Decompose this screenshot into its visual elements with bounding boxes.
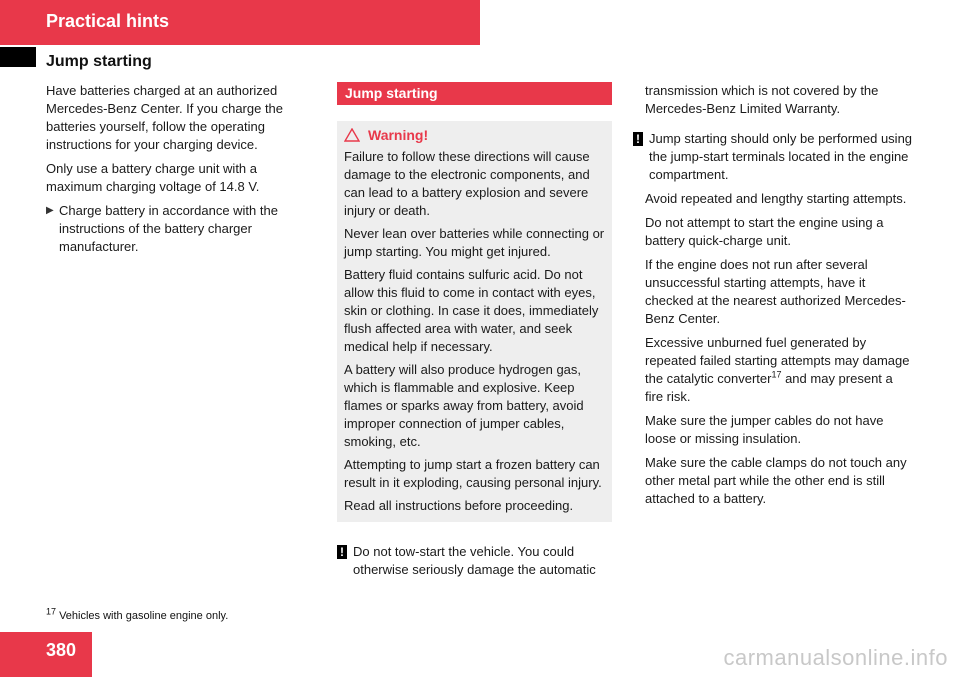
header-title: Practical hints [46, 11, 170, 31]
footnote-mark: 17 [46, 606, 57, 617]
warning-box [337, 121, 612, 522]
page-number: 380 [46, 640, 77, 660]
note-text: Jump starting should only be performed using the jump-start terminals located in the engine compartment. [649, 131, 913, 182]
paragraph-text: and may present a fire risk. [645, 371, 893, 404]
paragraph: Have batteries charged at an authorized Mercedes-Benz Center. If you charge the batteries yourself, follow the operating instructions for your charging device. [46, 83, 284, 152]
jump-starting-box-title: Jump starting [337, 82, 612, 105]
paragraph: Avoid repeated and lengthy starting attempts. [645, 191, 907, 206]
instruction-text: Charge battery in accordance with the instructions of the battery charger manufacturer. [59, 203, 278, 254]
paragraph: If the engine does not run after several unsuccessful starting attempts, have it checked at the nearest authorized Mercedes-Benz Center. [645, 257, 906, 326]
triangle-right-icon: ▶ [46, 205, 54, 216]
exclamation-icon: ! [337, 545, 347, 559]
warning-paragraph: A battery will also produce hydrogen gas, which is flammable and explosive. Keep flames or sparks away from battery, avoid improper connection of jumper cables, smoking, etc. [344, 362, 584, 449]
paragraph: Do not attempt to start the engine using a battery quick-charge unit. [645, 215, 884, 248]
warning-paragraph: Failure to follow these directions will cause damage to the electronic components, and can lead to a battery explosion and severe injury or death. [344, 149, 590, 218]
warning-paragraph: Battery fluid contains sulfuric acid. Do not allow this fluid to come in contact with eyes, skin or clothing. In case it does, immediately flush affected area with water, and seek medical help if necessary. [344, 267, 599, 354]
warning-triangle-icon [344, 128, 360, 142]
section-title: Jump starting [46, 53, 152, 70]
warning-paragraph: Attempting to jump start a frozen battery can result in it exploding, causing personal injury. [344, 457, 602, 490]
column-middle [337, 82, 612, 585]
paragraph-continuation: transmission which is not covered by the Mercedes-Benz Limited Warranty. [645, 83, 879, 116]
warning-title: Warning! [368, 127, 429, 143]
paragraph: Only use a battery charge unit with a maximum charging voltage of 14.8 V. [46, 161, 260, 194]
warning-paragraph: Never lean over batteries while connecting or jump starting. You might get injured. [344, 226, 605, 259]
note-paragraph [337, 543, 612, 579]
paragraph-catalytic [633, 334, 913, 406]
paragraph: Make sure the cable clamps do not touch any other metal part while the other end is still attached to a battery. [645, 455, 907, 506]
warning-heading [344, 126, 606, 144]
footnote [46, 606, 229, 622]
footnote-ref[interactable]: 17 [771, 369, 782, 380]
header-bar [0, 0, 480, 45]
note-paragraph [633, 130, 913, 184]
note-text: Do not tow-start the vehicle. You could otherwise seriously damage the automatic [353, 544, 596, 577]
exclamation-icon: ! [633, 132, 643, 146]
footnote-text: Vehicles with gasoline engine only. [56, 610, 229, 622]
watermark: carmanualsonline.info [723, 645, 948, 670]
section-marker [0, 47, 36, 67]
instruction-bullet [46, 202, 308, 256]
paragraph-text: Excessive unburned fuel generated by repeated failed starting attempts may damage the catalytic converter [645, 335, 910, 386]
warning-paragraph: Read all instructions before proceeding. [344, 498, 574, 513]
column-right [633, 82, 913, 514]
column-left [46, 82, 308, 262]
paragraph: Make sure the jumper cables do not have loose or missing insulation. [645, 413, 884, 446]
